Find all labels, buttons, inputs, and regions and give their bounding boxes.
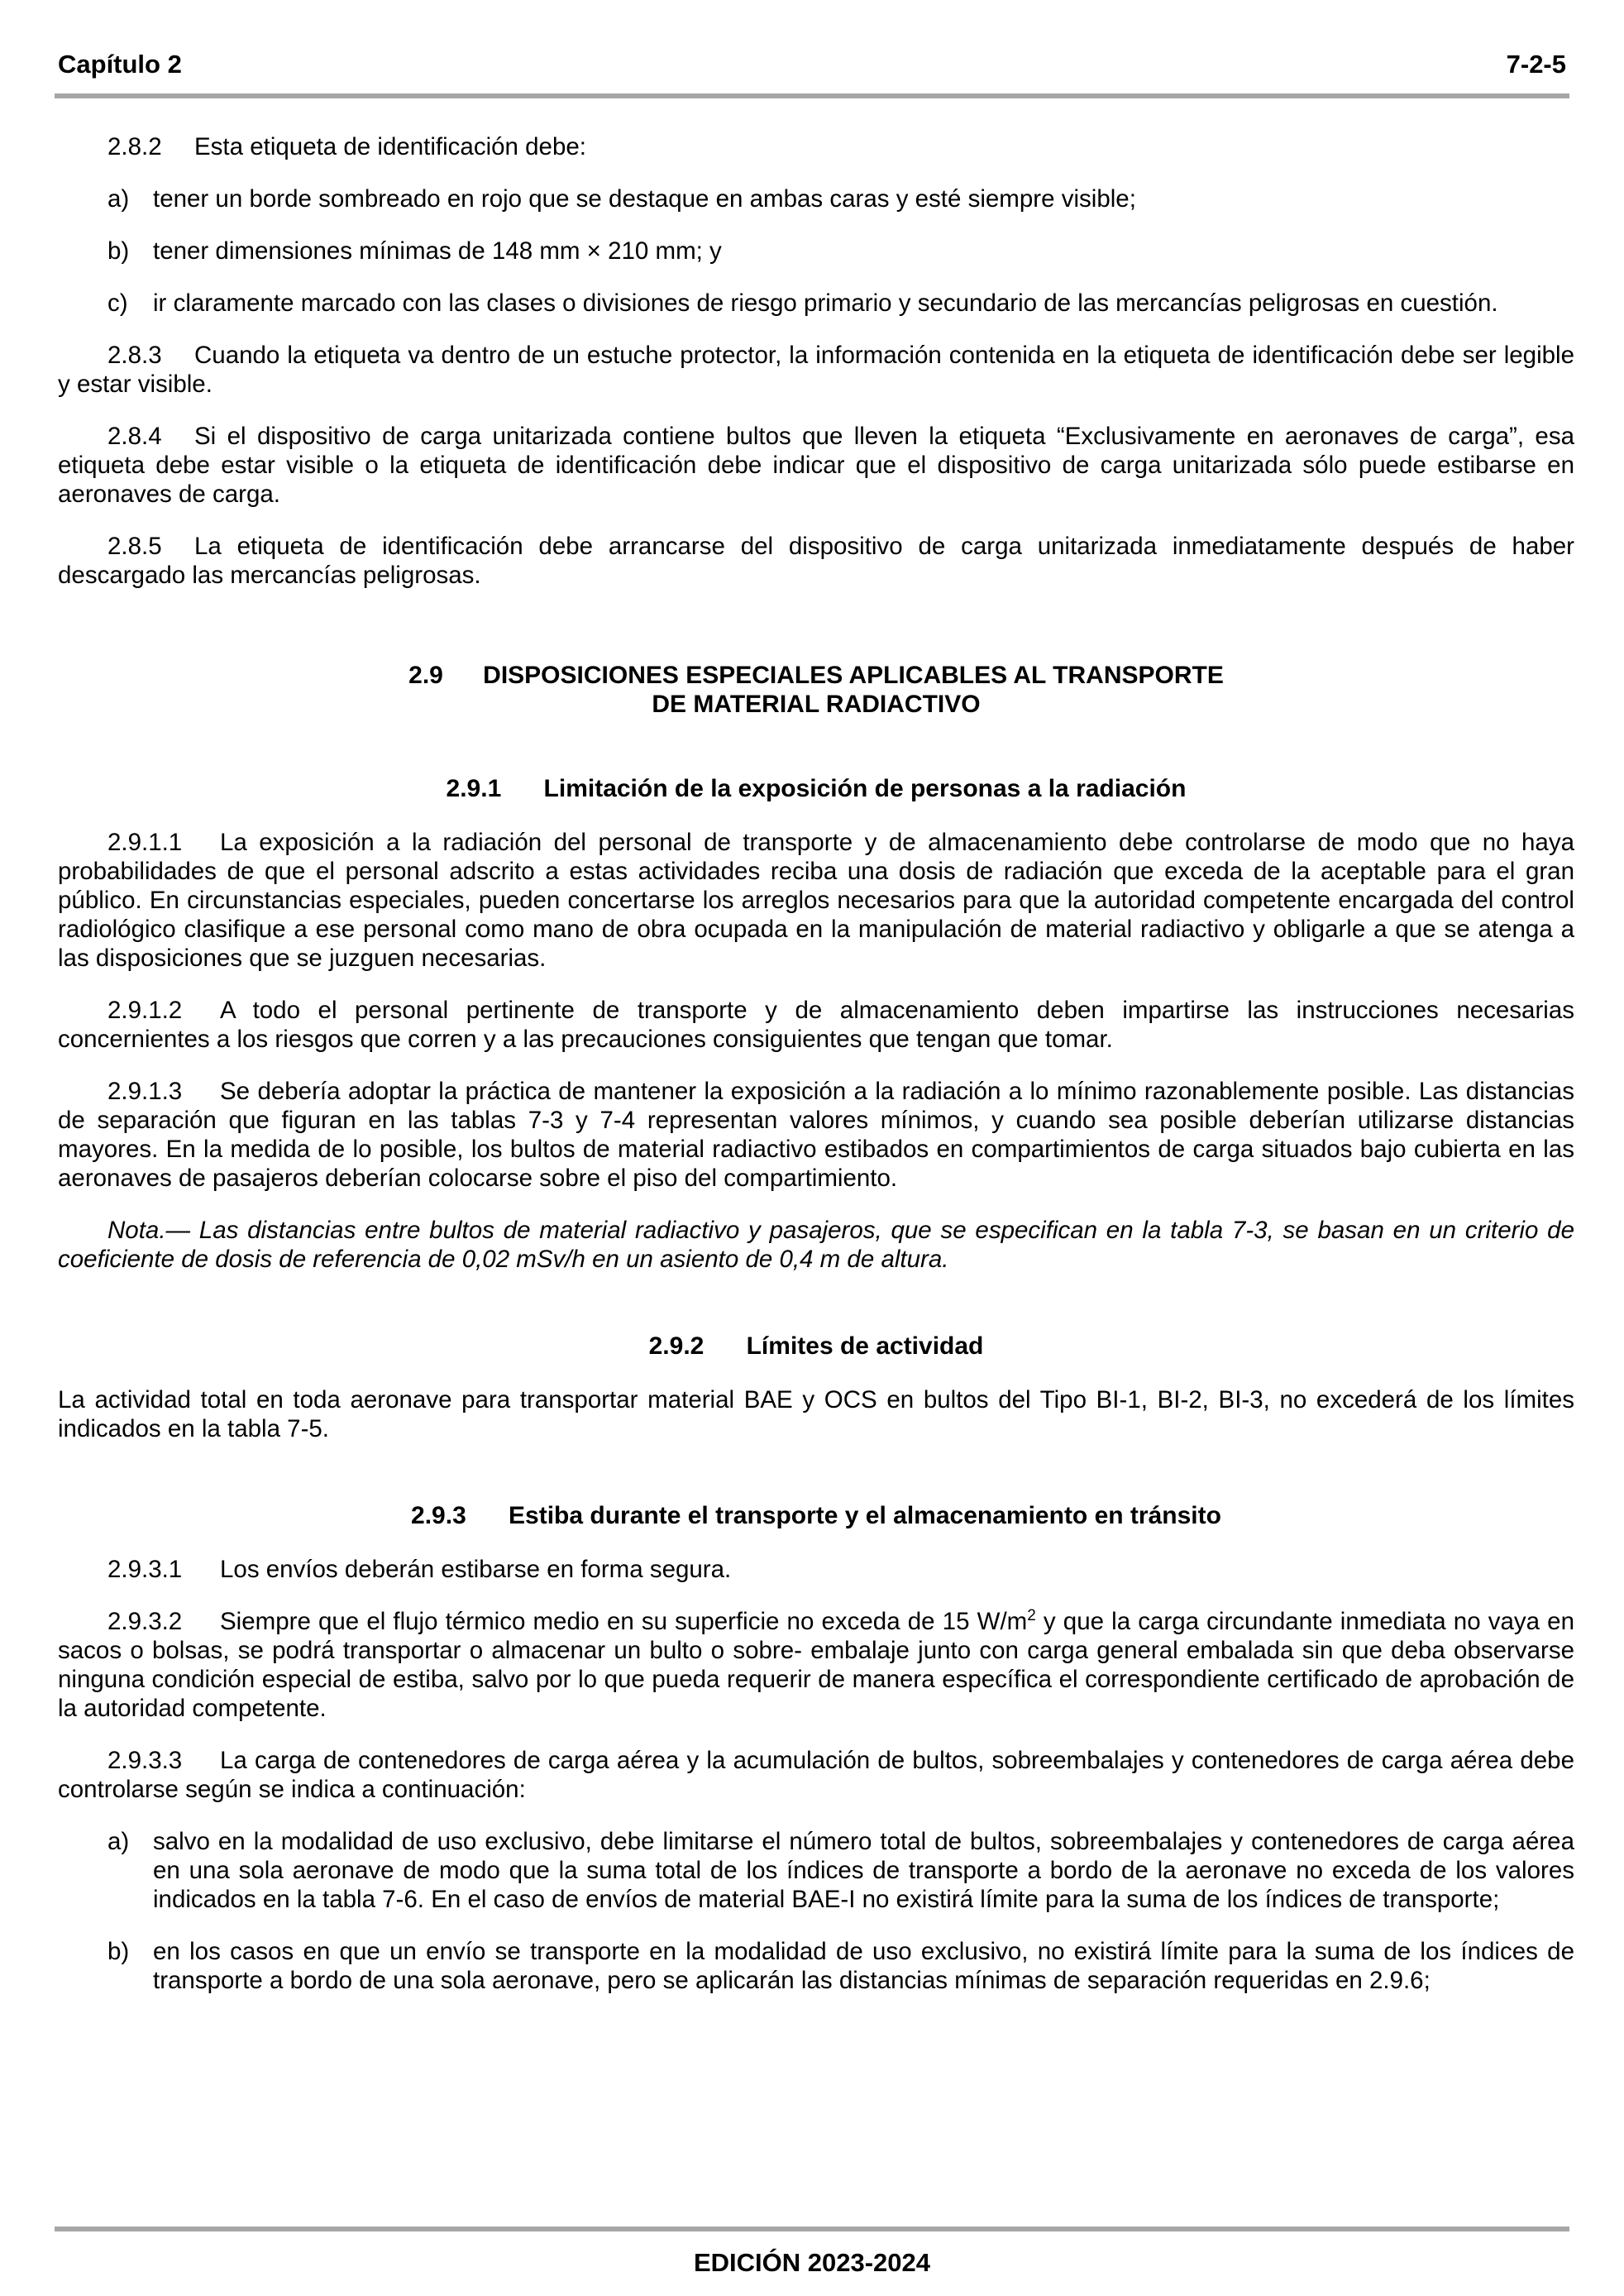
paragraph-text: La etiqueta de identificación debe arrancarse del dispositivo de carga unitarizada inmediatamente después de haber descargado las mercancías peligrosas. xyxy=(58,533,1574,589)
paragraph-text: Se debería adoptar la práctica de mantener la exposición a la radiación a lo mínimo razonablemente posible. Las distancias de separación que figuran en las tablas 7-3 y 7-4 representan valores mínimos, y cuando sea posible deberían utilizarse distancias mayores. En la medida de lo posible, los bultos de material radiactivo estibados en compartimientos de carga situados bajo cubierta en las aeronaves de pasajeros deberían colocarse sobre el piso del compartimiento. xyxy=(58,1078,1574,1192)
paragraph-2-8-3 xyxy=(58,341,1574,399)
list-item-text: ir claramente marcado con las clases o divisiones de riesgo primario y secundario de las mercancías peligrosas en cuestión. xyxy=(153,289,1498,317)
list-letter: c) xyxy=(107,289,128,317)
paragraph-number: 2.8.5 xyxy=(107,533,162,560)
paragraph-2-8-5 xyxy=(58,532,1574,590)
subsection-number: 2.9.1 xyxy=(446,775,502,802)
paragraph-2-9-3-1 xyxy=(58,1555,1574,1584)
subsection-heading-2-9-2 xyxy=(58,1332,1574,1361)
list-item-text: en los casos en que un envío se transporte en la modalidad de uso exclusivo, no existirá límite para la suma de los índices de transporte a bordo de una sola aeronave, pero se aplicarán las distancias mínimas de separación requeridas en 2.9.6; xyxy=(153,1938,1574,1994)
subsection-number: 2.9.2 xyxy=(648,1332,705,1360)
list-item-b xyxy=(58,1937,1574,1995)
edition-footer: EDICIÓN 2023-2024 xyxy=(693,2248,931,2277)
paragraph-text: Siempre que el flujo térmico medio en su superficie no exceda de 15 W/m xyxy=(220,1608,1028,1635)
list-item-b xyxy=(58,237,1574,265)
paragraph-2-8-4 xyxy=(58,422,1574,509)
list-item-a xyxy=(58,184,1574,213)
subsection-heading-2-9-1 xyxy=(58,774,1574,803)
list-item-text: tener un borde sombreado en rojo que se destaque en ambas caras y esté siempre visible; xyxy=(153,185,1136,213)
subsection-title: Limitación de la exposición de personas a la radiación xyxy=(543,775,1187,802)
paragraph-number: 2.9.1.1 xyxy=(107,829,183,856)
paragraph-2-9-1-1 xyxy=(58,828,1574,973)
footer-rule xyxy=(55,2227,1569,2231)
paragraph-2-8-2 xyxy=(58,132,1574,161)
chapter-title: Capítulo 2 xyxy=(58,50,182,79)
page-body xyxy=(58,132,1574,1995)
paragraph-number: 2.8.2 xyxy=(107,133,162,160)
list-letter: b) xyxy=(107,1938,130,1965)
paragraph-text: Los envíos deberán estibarse en forma segura. xyxy=(220,1556,732,1583)
section-title-line2: DE MATERIAL RADIACTIVO xyxy=(652,691,981,718)
list-item-text: tener dimensiones mínimas de 148 mm × 210 mm; y xyxy=(153,237,722,265)
paragraph-2-9-1-3 xyxy=(58,1077,1574,1193)
subsection-title: Estiba durante el transporte y el almacenamiento en tránsito xyxy=(509,1502,1221,1529)
list-item-a xyxy=(58,1827,1574,1914)
paragraph-2-9-3-2 xyxy=(58,1607,1574,1723)
list-item-c xyxy=(58,289,1574,318)
list-letter: b) xyxy=(107,237,130,265)
paragraph-2-9-3-3 xyxy=(58,1746,1574,1804)
paragraph-2-9-1-2 xyxy=(58,996,1574,1054)
paragraph-text: Si el dispositivo de carga unitarizada contiene bultos que lleven la etiqueta “Exclusivamente en aeronaves de carga”, esa etiqueta debe estar visible o la etiqueta de identificación debe indicar que el dispositivo de carga unitarizada sólo puede estibarse en aeronaves de carga. xyxy=(58,423,1574,508)
header-rule xyxy=(55,93,1569,98)
paragraph-text: Esta etiqueta de identificación debe: xyxy=(194,133,586,160)
paragraph-number: 2.9.3.3 xyxy=(107,1747,183,1774)
note-paragraph: Nota.— Las distancias entre bultos de material radiactivo y pasajeros, que se especifican en la tabla 7-3, se basan en un criterio de coeficiente de dosis de referencia de 0,02 mSv/h en un asiento de 0,4 m de altura. xyxy=(58,1217,1574,1273)
paragraph-number: 2.9.3.2 xyxy=(107,1608,183,1635)
paragraph-text: La carga de contenedores de carga aérea y la acumulación de bultos, sobreembalajes y contenedores de carga aérea debe controlarse según se indica a continuación: xyxy=(58,1747,1574,1803)
subsection-title: Límites de actividad xyxy=(746,1332,984,1360)
paragraph-text: La exposición a la radiación del personal de transporte y de almacenamiento debe controlarse de modo que no haya probabilidades de que el personal adscrito a estas actividades reciba una dosis de radiación que exceda de la aceptable para el gran público. En circunstancias especiales, pueden concertarse los arreglos necesarios para que la autoridad competente encargada del control radiológico clasifique a ese personal como mano de obra ocupada en la manipulación de material radiactivo y obligarle a que se atenga a las disposiciones que se juzguen necesarias. xyxy=(58,829,1574,972)
superscript: 2 xyxy=(1027,1607,1036,1625)
list-letter: a) xyxy=(107,1828,130,1855)
section-number: 2.9 xyxy=(408,662,443,689)
paragraph-number: 2.9.3.1 xyxy=(107,1556,183,1583)
paragraph-number: 2.8.4 xyxy=(107,423,162,450)
page-number: 7-2-5 xyxy=(1506,50,1566,79)
paragraph-number: 2.9.1.2 xyxy=(107,997,183,1024)
paragraph-2-9-2: La actividad total en toda aeronave para transportar material BAE y OCS en bultos del Tipo BI-1, BI-2, BI-3, no excederá de los límites indicados en la tabla 7-5. xyxy=(58,1386,1574,1442)
section-title-line1: DISPOSICIONES ESPECIALES APLICABLES AL TRANSPORTE xyxy=(483,662,1224,689)
paragraph-text-continued: y que la carga circundante inmediata no vaya en sacos o bolsas, se podrá transportar o almacenar un bulto o sobre- embalaje junto con carga general embalada sin que deba observarse ninguna condición especial de estiba, salvo por lo que pueda requerir de manera específica el correspondiente certificado de aprobación de la autoridad competente. xyxy=(58,1608,1574,1722)
subsection-number: 2.9.3 xyxy=(411,1502,466,1529)
section-heading-2-9 xyxy=(58,661,1574,719)
paragraph-text: Cuando la etiqueta va dentro de un estuche protector, la información contenida en la etiqueta de identificación debe ser legible y estar visible. xyxy=(58,342,1574,398)
paragraph-number: 2.8.3 xyxy=(107,342,162,369)
subsection-heading-2-9-3 xyxy=(58,1501,1574,1530)
list-item-text: salvo en la modalidad de uso exclusivo, debe limitarse el número total de bultos, sobreembalajes y contenedores de carga aérea en una sola aeronave de modo que la suma total de los índices de transporte a bordo de la aeronave no exceda de los valores indicados en la tabla 7-6. En el caso de envíos de material BAE-I no existirá límite para la suma de los índices de transporte; xyxy=(153,1828,1574,1913)
page-header xyxy=(58,50,1566,86)
paragraph-number: 2.9.1.3 xyxy=(107,1078,183,1105)
list-letter: a) xyxy=(107,185,130,213)
paragraph-text: A todo el personal pertinente de transporte y de almacenamiento deben impartirse las instrucciones necesarias concernientes a los riesgos que corren y a las precauciones consiguientes que tengan que tomar. xyxy=(58,997,1574,1053)
